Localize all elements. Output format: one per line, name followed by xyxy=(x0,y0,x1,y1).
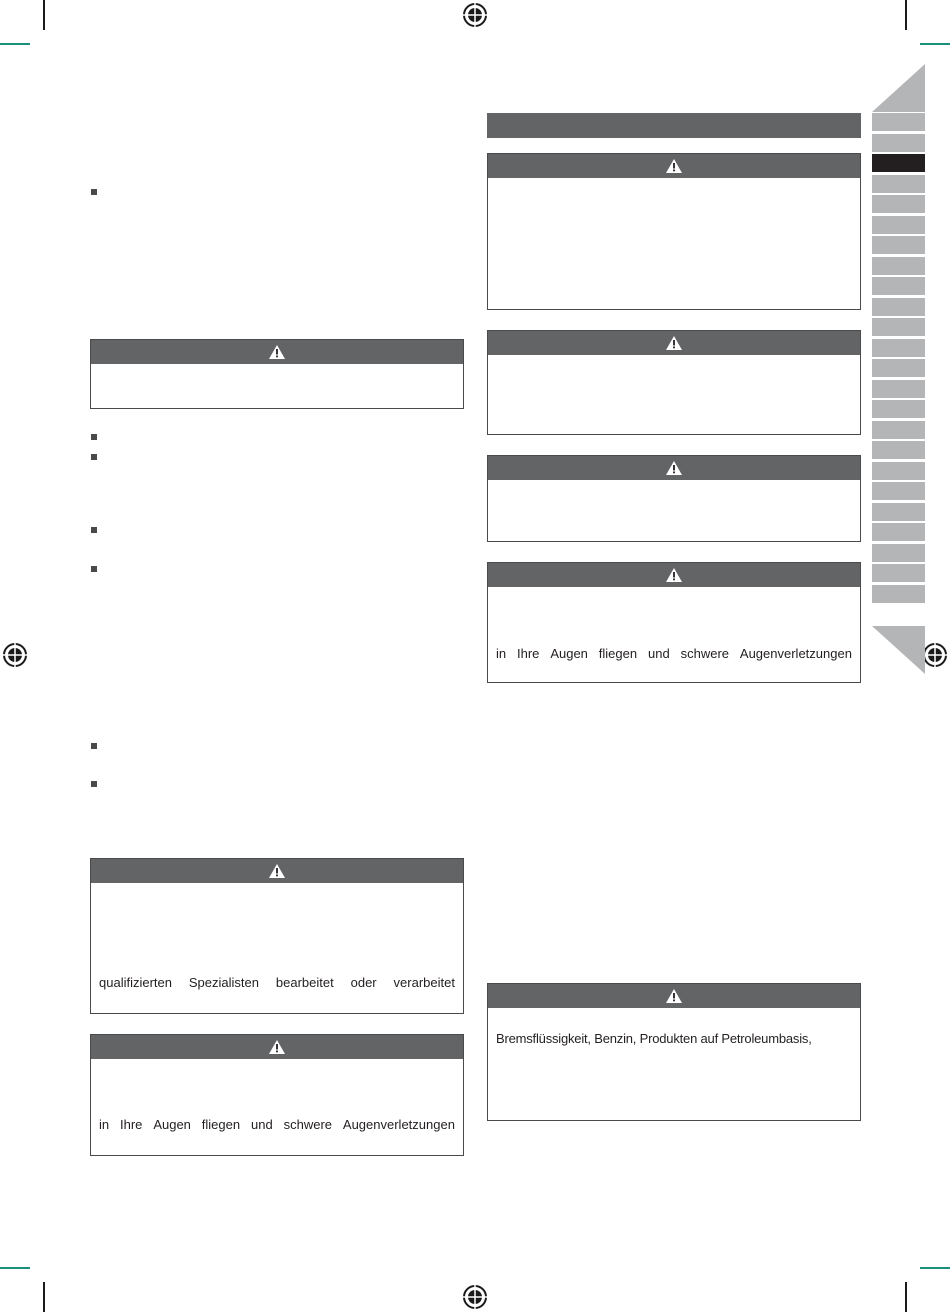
warning-text xyxy=(496,646,852,662)
warning-triangle-icon xyxy=(268,863,286,879)
crop-mark-bottom-right-h xyxy=(920,1267,950,1269)
crop-mark-top-right xyxy=(905,0,907,30)
warning-triangle-icon xyxy=(665,335,683,351)
language-tab[interactable] xyxy=(872,216,925,234)
warning-header xyxy=(91,340,463,364)
bullet-square-icon xyxy=(91,781,97,787)
warning-box xyxy=(487,562,861,683)
bullet-square-icon xyxy=(91,743,97,749)
language-tab[interactable] xyxy=(872,113,925,131)
crop-mark-bottom-left-h xyxy=(0,1267,30,1269)
language-tab[interactable] xyxy=(872,134,925,152)
language-tab[interactable] xyxy=(872,257,925,275)
warning-triangle-icon xyxy=(665,158,683,174)
registration-mark-icon xyxy=(922,642,948,668)
warning-word: bearbeitet xyxy=(275,975,334,990)
warning-word: Ihre xyxy=(120,1117,143,1132)
warning-header xyxy=(488,331,860,355)
language-tab[interactable] xyxy=(872,380,925,398)
bullet-square-icon xyxy=(91,434,97,440)
section-header-bar xyxy=(487,113,861,138)
crop-mark-bottom-left xyxy=(43,1282,45,1312)
registration-mark-icon xyxy=(462,2,488,28)
language-tab[interactable] xyxy=(872,236,925,254)
tab-strip-top-triangle xyxy=(872,64,925,114)
warning-text xyxy=(99,975,455,991)
warning-box xyxy=(90,339,464,409)
crop-mark-top-left-h xyxy=(0,43,30,45)
warning-word: Augenverletzungen xyxy=(739,646,852,661)
language-tab[interactable] xyxy=(872,277,925,295)
language-tab[interactable] xyxy=(872,421,925,439)
warning-text xyxy=(99,1117,455,1133)
warning-box xyxy=(487,330,861,435)
warning-header xyxy=(488,984,860,1008)
tab-strip-bottom-triangle xyxy=(872,626,925,676)
warning-header xyxy=(91,859,463,883)
warning-triangle-icon xyxy=(268,344,286,360)
crop-mark-bottom-right xyxy=(905,1282,907,1312)
warning-box xyxy=(487,983,861,1121)
warning-word: Augen xyxy=(550,646,588,661)
language-tab[interactable] xyxy=(872,585,925,603)
warning-word: fliegen xyxy=(201,1117,241,1132)
warning-triangle-icon xyxy=(665,460,683,476)
crop-mark-top-right-h xyxy=(920,43,950,45)
language-tab[interactable] xyxy=(872,318,925,336)
crop-mark-top-left xyxy=(43,0,45,30)
language-tab[interactable] xyxy=(872,523,925,541)
warning-word: Spezialisten xyxy=(188,975,259,990)
warning-word: Augenverletzungen xyxy=(342,1117,455,1132)
registration-mark-icon xyxy=(2,642,28,668)
bullet-square-icon xyxy=(91,566,97,572)
warning-box xyxy=(487,153,861,310)
language-tab[interactable] xyxy=(872,503,925,521)
warning-triangle-icon xyxy=(268,1039,286,1055)
warning-text: Bremsflüssigkeit, Benzin, Produkten auf Petroleumbasis, xyxy=(496,1031,812,1046)
warning-triangle-icon xyxy=(665,988,683,1004)
warning-header xyxy=(488,154,860,178)
warning-word: in xyxy=(99,1117,110,1132)
warning-header xyxy=(488,563,860,587)
warning-triangle-icon xyxy=(665,567,683,583)
warning-word: verarbeitet xyxy=(393,975,455,990)
warning-word: schwere xyxy=(283,1117,333,1132)
language-tab[interactable] xyxy=(872,544,925,562)
warning-word: oder xyxy=(350,975,377,990)
language-tab-active[interactable] xyxy=(872,154,925,172)
language-tab[interactable] xyxy=(872,482,925,500)
warning-header xyxy=(91,1035,463,1059)
bullet-square-icon xyxy=(91,189,97,195)
language-tab[interactable] xyxy=(872,441,925,459)
warning-word: in xyxy=(496,646,507,661)
language-tab[interactable] xyxy=(872,462,925,480)
language-tab[interactable] xyxy=(872,298,925,316)
registration-mark-icon xyxy=(462,1284,488,1310)
warning-word: und xyxy=(648,646,670,661)
bullet-square-icon xyxy=(91,527,97,533)
warning-word: schwere xyxy=(680,646,730,661)
language-tab[interactable] xyxy=(872,195,925,213)
language-tab[interactable] xyxy=(872,564,925,582)
warning-word: fliegen xyxy=(598,646,638,661)
bullet-square-icon xyxy=(91,454,97,460)
language-tab[interactable] xyxy=(872,339,925,357)
warning-word: und xyxy=(251,1117,273,1132)
warning-word: Ihre xyxy=(517,646,540,661)
warning-header xyxy=(488,456,860,480)
warning-box xyxy=(90,858,464,1014)
warning-word: qualifizierten xyxy=(99,975,172,990)
warning-word: Augen xyxy=(153,1117,191,1132)
warning-box xyxy=(487,455,861,542)
language-tab[interactable] xyxy=(872,359,925,377)
language-tab[interactable] xyxy=(872,175,925,193)
language-tab[interactable] xyxy=(872,400,925,418)
warning-box xyxy=(90,1034,464,1156)
